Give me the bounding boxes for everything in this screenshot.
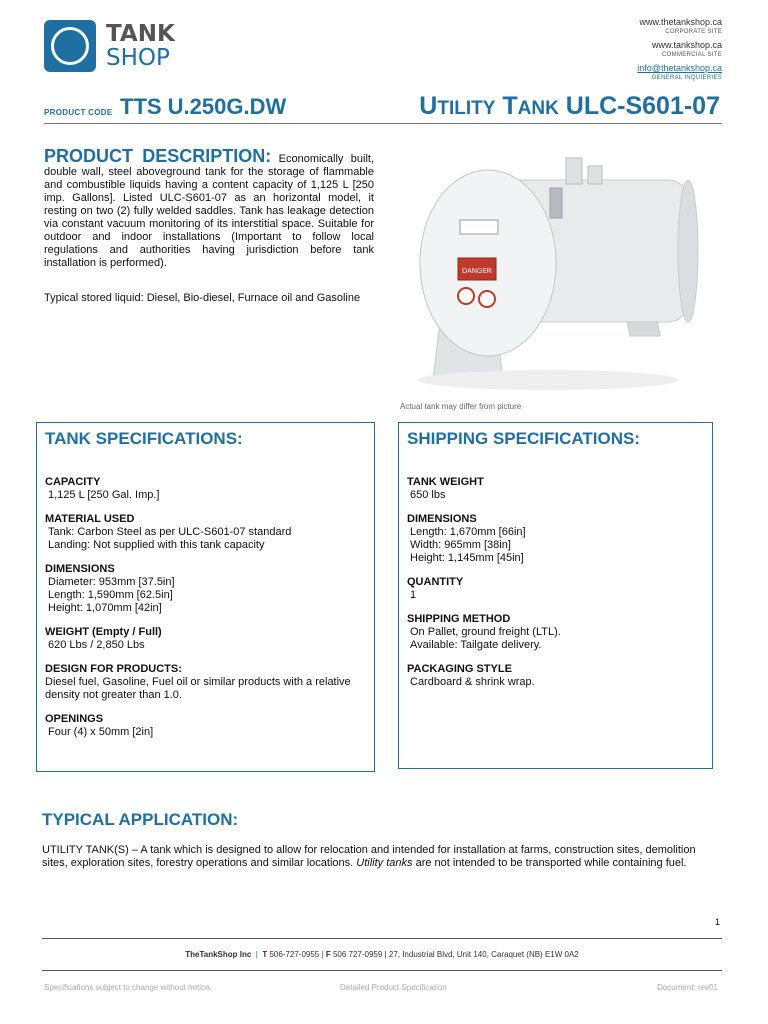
footer-phone: 506-727-0955 [269,950,320,959]
shipping-specifications-heading: SHIPPING SPECIFICATIONS: [407,429,640,448]
corporate-site-link[interactable]: www.thetankshop.ca [639,17,722,27]
shipping-method-value: On Pallet, ground freight (LTL). [410,626,561,638]
shipping-width-value: Width: 965mm [38in] [410,539,511,551]
product-code-label: PRODUCT CODE [44,108,113,117]
weight-value: 620 Lbs / 2,850 Lbs [48,639,145,651]
typical-liquids: Typical stored liquid: Diesel, Bio-diesel, Furnace oil and Gasoline [44,292,361,304]
product-title [419,92,720,121]
quantity-value: 1 [410,589,417,601]
typical-application-text [42,844,722,870]
capacity-label: CAPACITY [45,476,101,488]
footer-separator: | [255,950,258,959]
height-value: Height: 1,070mm [42in] [48,602,162,614]
header-contacts [637,17,722,86]
commercial-site-label: COMMERCIAL SITE [662,52,722,58]
shipping-length-value: Length: 1,670mm [66in] [410,526,526,538]
dimensions-spec [45,562,366,615]
design-label: DESIGN FOR PRODUCTS: [45,663,182,675]
shipping-method-alt-value: Available: Tailgate delivery. [410,639,542,651]
application-text-b: are not intended to be transported while containing fuel. [412,857,687,869]
weight-spec [45,625,366,652]
openings-spec [45,712,366,739]
logo-line-2: SHOP [106,45,170,71]
danger-sign-text: DANGER [462,268,492,275]
footer-fax: 506 727-0959 [332,950,383,959]
title-t: T [502,92,518,120]
footer-contact-line [42,950,722,959]
email-label: GENERAL INQUIERIES [651,75,722,81]
footer-top-divider [42,938,722,939]
design-spec [45,662,366,702]
footer-address: | 27, Industrial Blvd, Unit 140, Caraquet (NB) E1W 0A2 [384,950,579,959]
capacity-spec [45,475,366,502]
tank-weight-spec [407,475,704,502]
email-link[interactable]: info@thetankshop.ca [637,63,722,73]
material-tank-value: Tank: Carbon Steel as per ULC-S601-07 standard [48,526,292,538]
openings-label: OPENINGS [45,713,104,725]
shipping-method-spec [407,612,704,652]
footer-company: TheTankShop Inc [185,950,252,959]
footer-note-right: Document: rev01 [657,983,718,992]
shipping-dimensions-label: DIMENSIONS [407,513,477,525]
title-ank: ANK [517,98,559,119]
material-label: MATERIAL USED [45,513,135,525]
shipping-height-value: Height: 1,145mm [45in] [410,552,524,564]
footer-fax-label: F [325,950,331,959]
application-text-a: UTILITY TANK(S) – A tank which is designed to allow for relocation and intended for installation at farms, construction sites, demolition sites, exploration sites, forestry operations and similar locations. [42,844,696,869]
openings-value: Four (4) x 50mm [2in] [48,726,154,738]
title-standard: ULC-S601-07 [565,92,720,120]
packaging-label: PACKAGING STYLE [407,663,512,675]
length-value: Length: 1,590mm [62.5in] [48,589,173,601]
product-description [44,146,374,270]
product-code: TTS U.250G.DW [120,94,287,119]
quantity-label: QUANTITY [407,576,464,588]
quantity-spec [407,575,704,602]
title-tility: TILITY [437,98,496,119]
typical-application-heading: TYPICAL APPLICATION: [42,810,239,829]
packaging-spec [407,662,704,689]
diameter-value: Diameter: 953mm [37.5in] [48,576,175,588]
product-title-row [44,94,722,124]
dimensions-label: DIMENSIONS [45,563,115,575]
description-text: Economically built, double wall, steel aboveground tank for the storage of flammable and combustible liquids having a content capacity of 1,125 L [250 imp. Gallons]. Listed ULC-S601-07 as an horizontal model, it resting on two (2) fully welded saddles. Tank has leakage detection via constant vacuum monitoring of its interstitial space. Suitable for outdoor and indoor installations (Important to follow local regulations and authorities having jurisdiction before tank installation is performed). [44,153,374,269]
page-number: 1 [714,917,720,927]
tank-specifications-box [36,422,375,772]
material-landing-value: Landing: Not supplied with this tank capacity [48,539,265,551]
tank-photo [398,148,710,396]
image-caption: Actual tank may differ from picture [400,402,522,411]
footer-note-middle: Detailed Product Specification [340,983,447,992]
design-value: Diesel fuel, Gasoline, Fuel oil or similar products with a relative density not greater than 1.0. [45,676,351,701]
tank-specifications-heading: TANK SPECIFICATIONS: [45,429,243,448]
shipping-specifications-box [398,422,713,769]
tank-weight-value: 650 lbs [410,489,446,501]
logo-wordmark [106,22,175,70]
commercial-site-link[interactable]: www.tankshop.ca [651,40,722,50]
application-text-em: Utility tanks [356,857,413,869]
logo-ring-icon [51,27,89,65]
title-u: U [419,92,438,120]
packaging-value: Cardboard & shrink wrap. [410,676,535,688]
tank-weight-label: TANK WEIGHT [407,476,484,488]
shipping-dimensions-spec [407,512,704,565]
footer-note-left: Specifications subject to change without notice. [44,983,212,992]
shipping-method-label: SHIPPING METHOD [407,613,511,625]
footer-bottom-divider [42,970,722,971]
corporate-site-label: CORPORATE SITE [665,29,722,35]
description-heading: PRODUCT DESCRIPTION: [44,146,272,166]
capacity-value: 1,125 L [250 Gal. Imp.] [48,489,160,501]
weight-label: WEIGHT (Empty / Full) [45,626,162,638]
material-spec [45,512,366,552]
logo-line-1: TANK [106,21,175,47]
footer-phone-label: T [262,950,268,959]
logo-mark [44,20,96,72]
footer-separator-2: | [321,950,324,959]
